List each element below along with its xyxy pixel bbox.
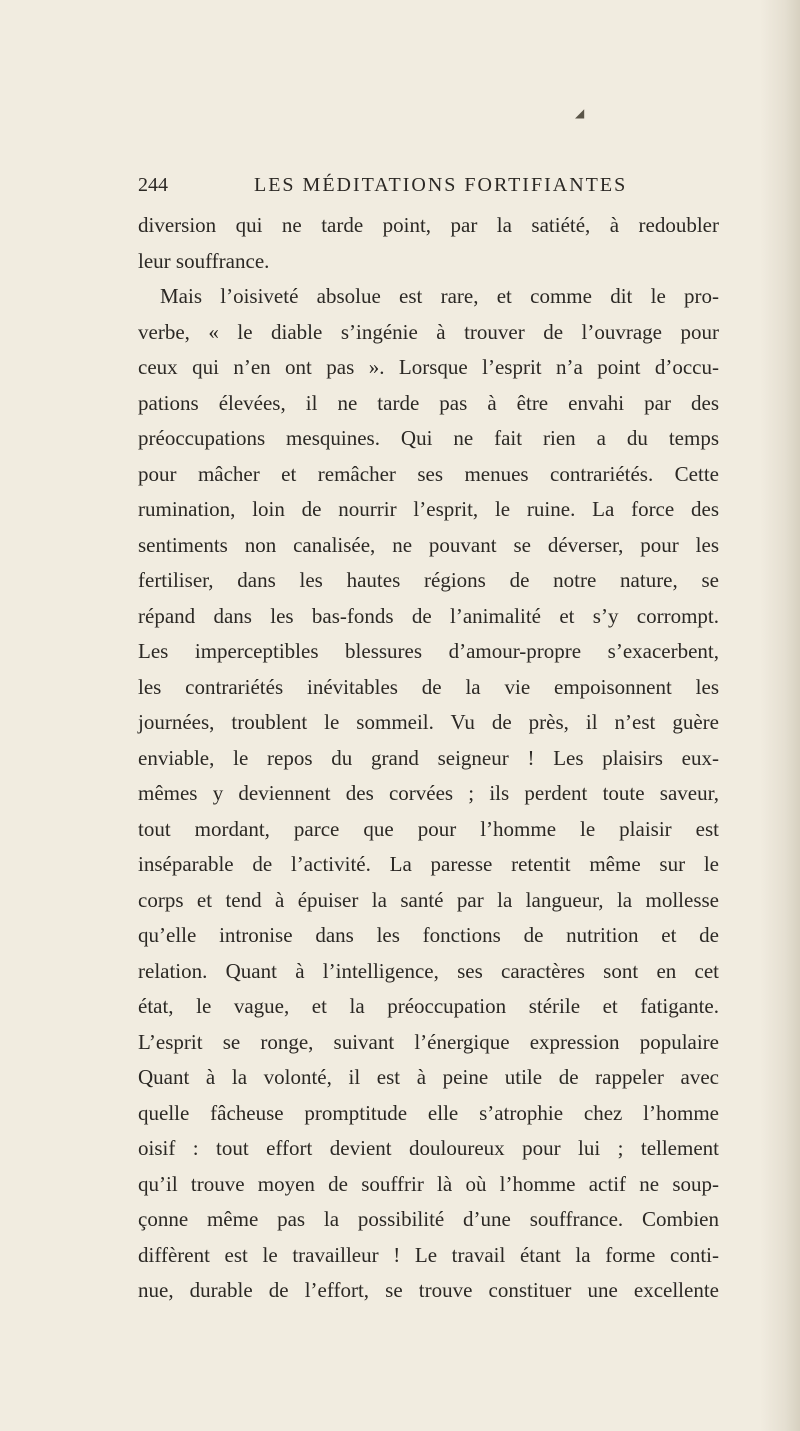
text-line: L’esprit se ronge, suivant l’énergique expression populaire [138,1029,719,1054]
text-line: rumination, loin de nourrir l’esprit, le ruine. La force des [138,497,719,521]
text-line: ceux qui n’en ont pas ». Lorsque l’esprit n’a point d’occu- [138,355,719,379]
text-line: leur souffrance. [138,248,270,273]
text-line: qu’elle intronise dans les fonctions de nutrition et de [138,923,719,947]
text-line: fertiliser, dans les hautes régions de notre nature, se [138,568,719,592]
ink-mark: ◢ [575,106,585,120]
text-line: Quant à la volonté, il est à peine utile de rappeler avec [138,1065,719,1089]
text-line: sentiments non canalisée, ne pouvant se déverser, pour les [138,532,719,557]
running-title: LES MÉDITATIONS FORTIFIANTES [254,174,628,196]
text-line: Mais l’oisiveté absolue est rare, et comme dit le pro- [160,284,719,308]
text-line: relation. Quant à l’intelligence, ses caractères sont en cet [138,958,719,983]
text-line: Les imperceptibles blessures d’amour-propre s’exacerbent, [138,639,719,663]
page-number: 244 [138,174,168,196]
text-line: çonne même pas la possibilité d’une souffrance. Combien [138,1207,719,1231]
text-line: tout mordant, parce que pour l’homme le plaisir est [138,816,719,841]
text-line: les contrariétés inévitables de la vie empoisonnent les [138,674,719,699]
text-line: corps et tend à épuiser la santé par la langueur, la mollesse [138,887,719,912]
text-line: diffèrent est le travailleur ! Le travail étant la forme conti- [138,1242,719,1267]
page-header [138,171,718,199]
text-line: enviable, le repos du grand seigneur ! Les plaisirs eux- [138,745,719,770]
text-line: inséparable de l’activité. La paresse retentit même sur le [138,852,719,876]
text-line: pations élevées, il ne tarde pas à être envahi par des [138,390,719,415]
body-text [138,208,719,1309]
text-line: quelle fâcheuse promptitude elle s’atrophie chez l’homme [138,1100,719,1125]
text-line: qu’il trouve moyen de souffrir là où l’homme actif ne soup- [138,1171,719,1196]
text-line: nue, durable de l’effort, se trouve constituer une excellente [138,1278,719,1302]
text-line: diversion qui ne tarde point, par la satiété, à redoubler [138,213,719,237]
text-line: oisif : tout effort devient douloureux pour lui ; tellement [138,1136,719,1160]
text-line: mêmes y deviennent des corvées ; ils perdent toute saveur, [138,781,719,805]
text-line: pour mâcher et remâcher ses menues contrariétés. Cette [138,461,719,486]
text-line: répand dans les bas-fonds de l’animalité et s’y corrompt. [138,603,719,628]
text-line: journées, troublent le sommeil. Vu de près, il n’est guère [138,710,719,734]
text-line: préoccupations mesquines. Qui ne fait rien a du temps [138,426,719,450]
text-line: état, le vague, et la préoccupation stérile et fatigante. [138,994,719,1018]
text-line: verbe, « le diable s’ingénie à trouver de l’ouvrage pour [138,319,719,344]
